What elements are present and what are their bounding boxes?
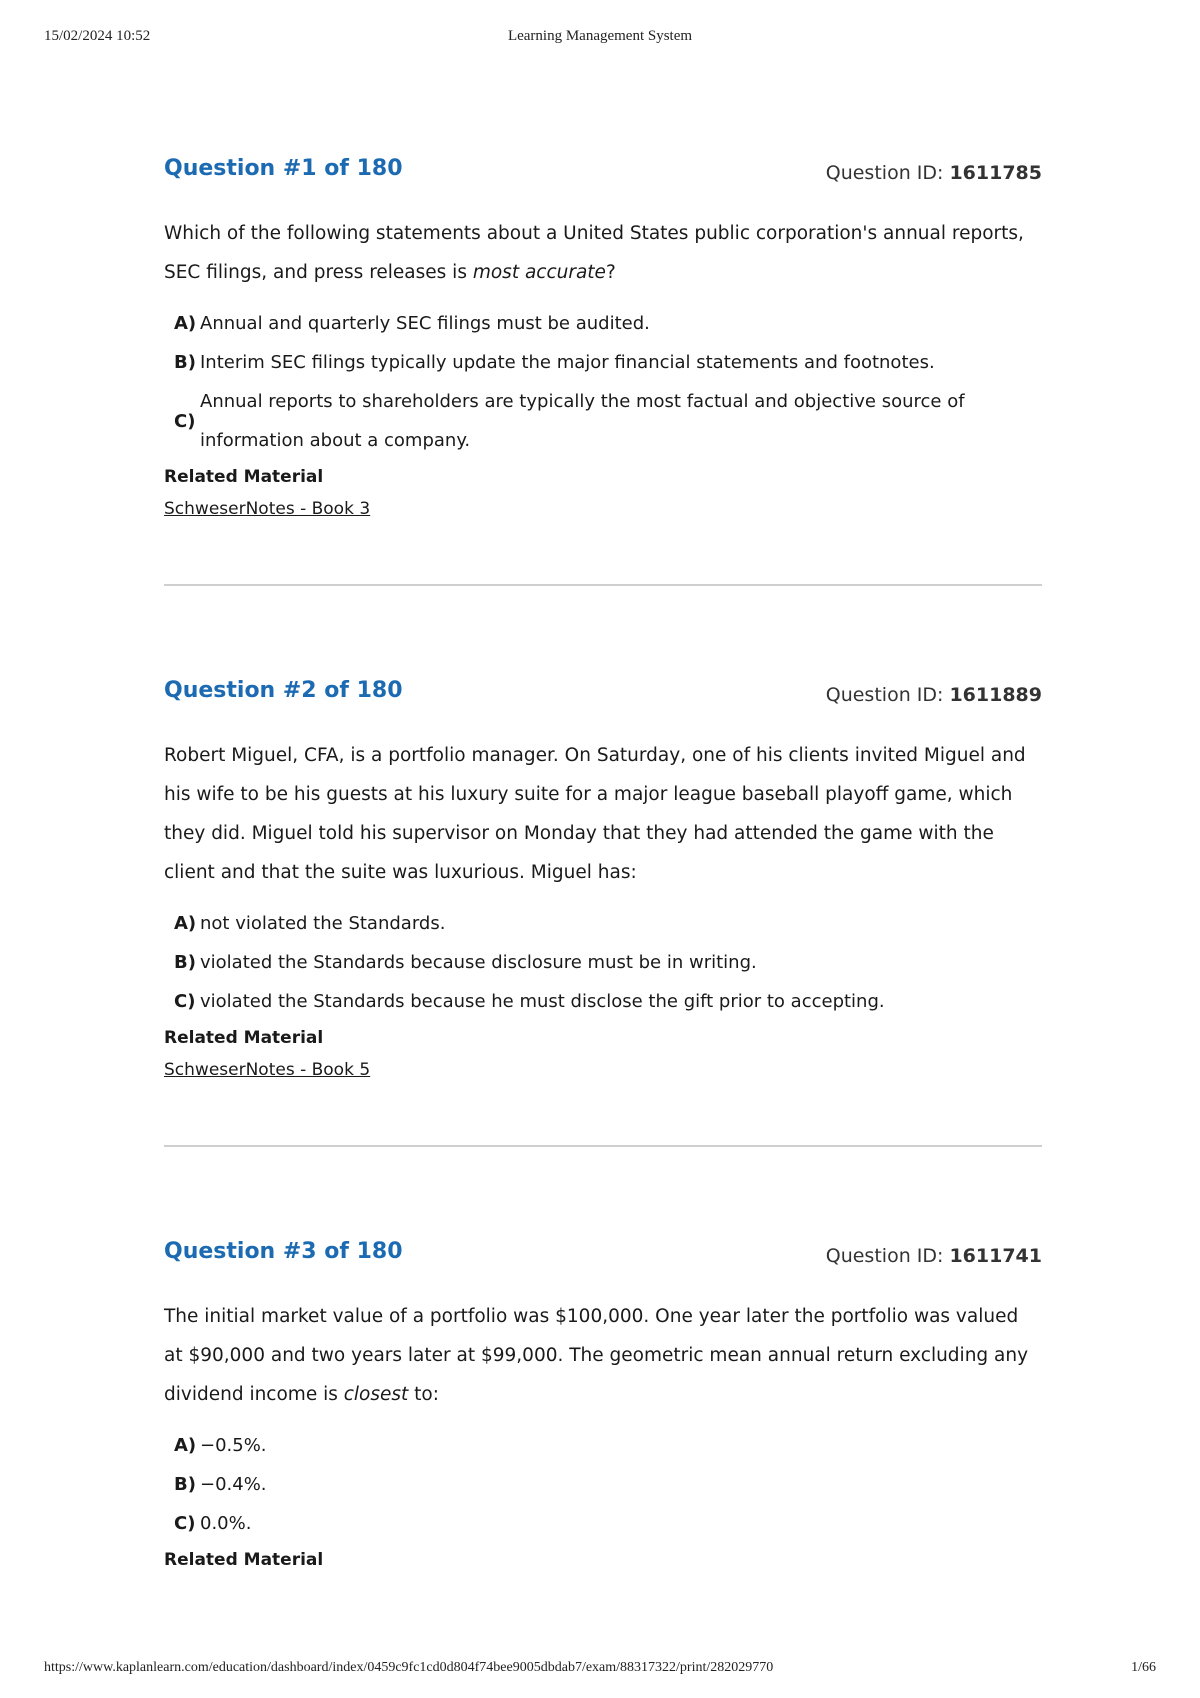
answer-options	[164, 304, 1042, 460]
question-header	[164, 672, 1042, 712]
question-divider	[164, 1145, 1042, 1147]
option-text: Annual and quarterly SEC filings must be audited.	[200, 313, 650, 334]
option-text: not violated the Standards.	[200, 913, 446, 934]
question-id-value: 1611785	[949, 162, 1042, 184]
related-material-label: Related Material	[164, 467, 324, 487]
related-material-label: Related Material	[164, 1028, 324, 1048]
option-letter: B)	[174, 952, 196, 973]
answer-options	[164, 1426, 1042, 1543]
question-header	[164, 150, 1042, 190]
stem-text: The initial market value of a portfolio was $100,000. One year later the portfolio was valued at $90,000 and two years later at $99,000. The geometric mean annual return excluding any dividend income is	[164, 1306, 1029, 1405]
questions-list	[164, 150, 1042, 1575]
option-text: violated the Standards because disclosure must be in writing.	[200, 952, 757, 973]
question-id	[826, 162, 1042, 184]
question-card	[164, 1233, 1042, 1575]
question-id-value: 1611889	[949, 684, 1042, 706]
question-title: Question #1 of 180	[164, 156, 403, 181]
stem-emphasis: closest	[343, 1384, 409, 1405]
question-id-label: Question ID:	[825, 162, 950, 184]
question-card	[164, 150, 1042, 526]
option-letter: A)	[174, 1435, 197, 1456]
print-header	[0, 0, 1200, 70]
print-url: https://www.kaplanlearn.com/education/dashboard/index/0459c9fc1cd0d804f74bee9005dbdab7/exam/88317322/print/282029770	[44, 1660, 774, 1675]
answer-option-a[interactable]	[164, 1426, 1042, 1465]
question-card	[164, 672, 1042, 1087]
answer-option-a[interactable]	[164, 304, 1042, 343]
question-title: Question #2 of 180	[164, 678, 403, 703]
question-title: Question #3 of 180	[164, 1239, 403, 1264]
stem-text-end: to:	[408, 1384, 439, 1405]
print-page-title: Learning Management System	[507, 28, 693, 44]
print-datetime: 15/02/2024 10:52	[44, 28, 151, 44]
related-material-link[interactable]: SchweserNotes - Book 3	[164, 499, 371, 519]
option-letter: B)	[174, 352, 196, 373]
related-material-label: Related Material	[164, 1550, 324, 1570]
answer-options	[164, 904, 1042, 1021]
question-id	[826, 1245, 1042, 1267]
question-id-label: Question ID:	[825, 684, 950, 706]
option-text: −0.4%.	[200, 1474, 267, 1495]
answer-option-c[interactable]	[164, 982, 1042, 1021]
question-stem	[164, 214, 1042, 292]
option-text: 0.0%.	[200, 1513, 252, 1534]
option-letter: C)	[174, 410, 196, 432]
question-divider	[164, 584, 1042, 586]
option-letter: B)	[174, 1474, 196, 1495]
stem-text-end: ?	[605, 262, 616, 283]
option-text: −0.5%.	[200, 1435, 267, 1456]
answer-option-a[interactable]	[164, 904, 1042, 943]
stem-text: Robert Miguel, CFA, is a portfolio manager. On Saturday, one of his clients invited Miguel and his wife to be his guests at his luxury suite for a major league baseball playoff game, which they did. Miguel told his supervisor on Monday that they had attended the game with the client and that the suite was luxurious. Miguel has:	[164, 745, 1026, 883]
answer-option-b[interactable]	[164, 1465, 1042, 1504]
question-stem	[164, 736, 1042, 892]
stem-emphasis: most accurate	[472, 262, 606, 283]
question-id	[826, 684, 1042, 706]
question-id-value: 1611741	[949, 1245, 1042, 1267]
answer-option-b[interactable]	[164, 343, 1042, 382]
question-header	[164, 1233, 1042, 1273]
answer-option-c[interactable]	[164, 382, 1042, 460]
option-text: violated the Standards because he must disclose the gift prior to accepting.	[200, 991, 885, 1012]
question-stem	[164, 1297, 1042, 1414]
answer-option-b[interactable]	[164, 943, 1042, 982]
option-text: Annual reports to shareholders are typically the most factual and objective source of information about a company.	[200, 391, 965, 451]
option-letter: C)	[174, 1513, 196, 1534]
option-letter: A)	[174, 313, 197, 334]
option-letter: A)	[174, 913, 197, 934]
option-letter: C)	[174, 991, 196, 1012]
answer-option-c[interactable]	[164, 1504, 1042, 1543]
question-id-label: Question ID:	[825, 1245, 950, 1267]
related-material-link[interactable]: SchweserNotes - Book 5	[164, 1060, 371, 1080]
stem-text: Which of the following statements about a United States public corporation's annual reports, SEC filings, and press releases is	[164, 223, 1024, 283]
page-number: 1/66	[1131, 1660, 1156, 1675]
option-text: Interim SEC filings typically update the major financial statements and footnotes.	[200, 352, 935, 373]
print-footer	[0, 1638, 1200, 1698]
